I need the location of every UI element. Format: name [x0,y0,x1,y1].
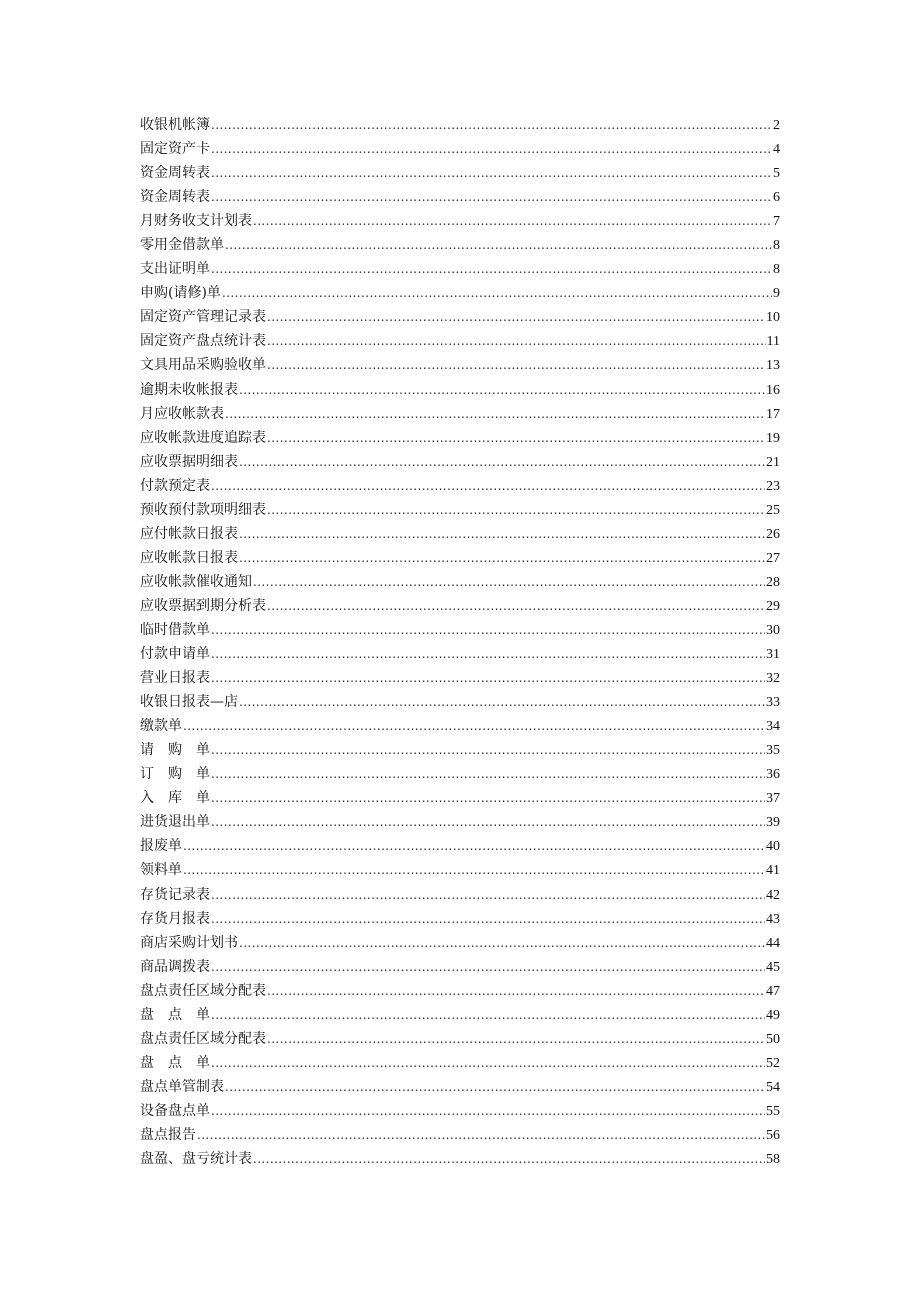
toc-dot-leader [225,402,765,426]
toc-dot-leader [211,1051,765,1075]
toc-dot-leader [253,1147,765,1171]
toc-entry[interactable] [140,955,780,979]
toc-dot-leader [211,642,765,666]
toc-dot-leader [267,1027,765,1051]
toc-entry-page-number: 34 [766,719,780,735]
toc-dot-leader [239,546,765,570]
toc-entry-page-number: 36 [766,767,780,783]
toc-entry-title: 固定资产盘点统计表 [140,333,266,350]
toc-entry-page-number: 43 [766,911,780,927]
toc-entry-page-number: 39 [766,815,780,831]
toc-dot-leader [183,858,765,882]
toc-entry-title: 应收帐款催收通知 [140,573,252,590]
toc-dot-leader [211,257,772,281]
toc-entry-title: 收银日报表—店 [140,694,238,711]
toc-dot-leader [211,883,765,907]
toc-dot-leader [183,834,765,858]
toc-entry[interactable] [140,1123,780,1147]
toc-dot-leader [239,931,765,955]
toc-entry-page-number: 8 [773,238,780,254]
toc-entry[interactable] [140,281,780,305]
toc-dot-leader [211,955,765,979]
toc-entry-page-number: 50 [766,1031,780,1047]
toc-entry[interactable] [140,137,780,161]
toc-entry-title: 请 购 单 [140,742,210,759]
toc-entry[interactable] [140,1051,780,1075]
toc-entry-title: 支出证明单 [140,261,210,278]
toc-entry[interactable] [140,329,780,353]
toc-entry[interactable] [140,209,780,233]
toc-entry-title: 进货退出单 [140,814,210,831]
toc-entry-page-number: 7 [773,214,780,230]
toc-entry[interactable] [140,931,780,955]
toc-entry-page-number: 49 [766,1007,780,1023]
toc-entry[interactable] [140,1099,780,1123]
toc-entry-page-number: 37 [766,791,780,807]
toc-entry-page-number: 40 [766,839,780,855]
toc-entry[interactable] [140,498,780,522]
toc-entry[interactable] [140,883,780,907]
toc-entry-page-number: 5 [773,166,780,182]
toc-entry-title: 盘盈、盘亏统计表 [140,1151,252,1168]
toc-entry[interactable] [140,979,780,1003]
toc-entry[interactable] [140,113,780,137]
toc-entry-page-number: 25 [766,502,780,518]
toc-dot-leader [211,474,765,498]
toc-entry-title: 临时借款单 [140,621,210,638]
toc-entry[interactable] [140,1075,780,1099]
toc-entry[interactable] [140,762,780,786]
toc-entry[interactable] [140,594,780,618]
toc-entry-page-number: 11 [766,334,780,350]
toc-dot-leader [211,907,765,931]
toc-entry-page-number: 56 [766,1127,780,1143]
toc-entry-page-number: 42 [766,887,780,903]
toc-entry-page-number: 29 [766,598,780,614]
toc-dot-leader [253,209,772,233]
toc-dot-leader [211,786,765,810]
toc-dot-leader [211,185,772,209]
toc-dot-leader [267,979,765,1003]
toc-entry[interactable] [140,570,780,594]
toc-entry-title: 报废单 [140,838,182,855]
toc-dot-leader [211,161,772,185]
toc-entry-title: 设备盘点单 [140,1102,210,1119]
toc-entry-page-number: 6 [773,190,780,206]
toc-entry[interactable] [140,834,780,858]
toc-entry-title: 零用金借款单 [140,237,224,254]
toc-entry-title: 商店采购计划书 [140,934,238,951]
toc-entry-page-number: 30 [766,622,780,638]
toc-dot-leader [267,329,766,353]
toc-dot-leader [239,690,765,714]
toc-entry-title: 月应收帐款表 [140,405,224,422]
toc-entry-page-number: 9 [773,286,780,302]
toc-entry[interactable] [140,907,780,931]
toc-dot-leader [239,378,765,402]
toc-entry-page-number: 32 [766,671,780,687]
toc-dot-leader [267,353,765,377]
toc-entry-page-number: 55 [766,1103,780,1119]
toc-entry-title: 收银机帐簿 [140,117,210,133]
toc-entry-title: 缴款单 [140,718,182,735]
toc-dot-leader [211,1003,765,1027]
toc-entry-page-number: 27 [766,550,780,566]
toc-entry[interactable] [140,185,780,209]
toc-entry-page-number: 44 [766,935,780,951]
toc-entry[interactable] [140,810,780,834]
toc-entry-page-number: 41 [766,863,780,879]
toc-entry-title: 盘点责任区域分配表 [140,982,266,999]
toc-dot-leader [239,450,765,474]
toc-entry-page-number: 4 [773,142,780,158]
toc-entry[interactable] [140,714,780,738]
toc-entry-title: 资金周转表 [140,189,210,206]
toc-entry-title: 入 库 单 [140,790,210,807]
toc-entry[interactable] [140,426,780,450]
toc-entry-title: 付款申请单 [140,646,210,663]
toc-entry[interactable] [140,546,780,570]
toc-entry-title: 应付帐款日报表 [140,525,238,542]
toc-entry-title: 盘 点 单 [140,1006,210,1023]
toc-dot-leader [197,1123,765,1147]
toc-entry[interactable] [140,378,780,402]
toc-entry-page-number: 8 [773,262,780,278]
toc-entry-title: 存货记录表 [140,886,210,903]
toc-entry-page-number: 28 [766,574,780,590]
toc-entry-title: 文具用品采购验收单 [140,357,266,374]
toc-entry[interactable] [140,257,780,281]
toc-entry-page-number: 52 [766,1055,780,1071]
toc-entry-page-number: 23 [766,478,780,494]
toc-entry-title: 申购(请修)单 [140,285,221,302]
toc-entry[interactable] [140,786,780,810]
toc-entry-page-number: 47 [766,983,780,999]
toc-dot-leader [267,305,765,329]
toc-entry-title: 资金周转表 [140,165,210,182]
toc-entry-title: 固定资产卡 [140,141,210,158]
toc-entry[interactable] [140,1003,780,1027]
toc-dot-leader [225,233,772,257]
toc-entry-title: 预收预付款项明细表 [140,501,266,518]
toc-entry-title: 应收帐款进度追踪表 [140,429,266,446]
toc-entry-page-number: 35 [766,743,780,759]
toc-dot-leader [211,137,772,161]
toc-entry[interactable] [140,690,780,714]
toc-dot-leader [211,810,765,834]
toc-entry[interactable] [140,642,780,666]
toc-entry[interactable] [140,738,780,762]
toc-entry-title: 盘 点 单 [140,1054,210,1071]
toc-entry-page-number: 21 [766,454,780,470]
toc-entry-page-number: 10 [766,310,780,326]
toc-entry-page-number: 26 [766,526,780,542]
toc-dot-leader [183,714,765,738]
toc-entry-title: 营业日报表 [140,670,210,687]
toc-dot-leader [225,1075,765,1099]
toc-dot-leader [222,281,772,305]
toc-entry-title: 月财务收支计划表 [140,213,252,230]
toc-entry-page-number: 13 [766,358,780,374]
toc-dot-leader [211,762,765,786]
toc-dot-leader [267,426,765,450]
toc-entry[interactable] [140,353,780,377]
toc-entry[interactable] [140,858,780,882]
toc-entry-page-number: 54 [766,1079,780,1095]
toc-entry-title: 逾期未收帐报表 [140,381,238,398]
toc-entry[interactable] [140,522,780,546]
toc-dot-leader [211,666,765,690]
toc-dot-leader [211,738,765,762]
toc-dot-leader [267,594,765,618]
toc-entry-page-number: 31 [766,647,780,663]
toc-entry-title: 应收票据明细表 [140,453,238,470]
toc-dot-leader [239,522,765,546]
toc-entry-page-number: 2 [773,118,780,133]
toc-entry-title: 固定资产管理记录表 [140,309,266,326]
toc-entry-page-number: 16 [766,382,780,398]
toc-entry[interactable] [140,402,780,426]
toc-entry-title: 存货月报表 [140,910,210,927]
toc-dot-leader [253,570,765,594]
toc-entry[interactable] [140,305,780,329]
toc-entry-title: 领料单 [140,862,182,879]
toc-entry[interactable] [140,474,780,498]
toc-entry[interactable] [140,161,780,185]
toc-dot-leader [267,498,765,522]
toc-dot-leader [211,113,772,137]
toc-entry[interactable] [140,618,780,642]
toc-entry[interactable] [140,233,780,257]
toc-entry-title: 商品调拨表 [140,958,210,975]
toc-entry-title: 盘点单管制表 [140,1078,224,1095]
toc-entry-title: 应收帐款日报表 [140,549,238,566]
toc-entry-page-number: 19 [766,430,780,446]
toc-dot-leader [211,618,765,642]
toc-entry-title: 订 购 单 [140,766,210,783]
toc-entry-title: 盘点报告 [140,1126,196,1143]
toc-entry-title: 付款预定表 [140,477,210,494]
table-of-contents [140,113,780,1171]
toc-entry-page-number: 58 [766,1152,780,1168]
toc-entry-title: 盘点责任区域分配表 [140,1030,266,1047]
toc-entry-page-number: 33 [766,695,780,711]
toc-dot-leader [211,1099,765,1123]
toc-entry-page-number: 45 [766,959,780,975]
toc-entry-title: 应收票据到期分析表 [140,597,266,614]
toc-entry[interactable] [140,450,780,474]
toc-entry[interactable] [140,666,780,690]
toc-entry[interactable] [140,1147,780,1171]
toc-entry[interactable] [140,1027,780,1051]
toc-entry-page-number: 17 [766,406,780,422]
